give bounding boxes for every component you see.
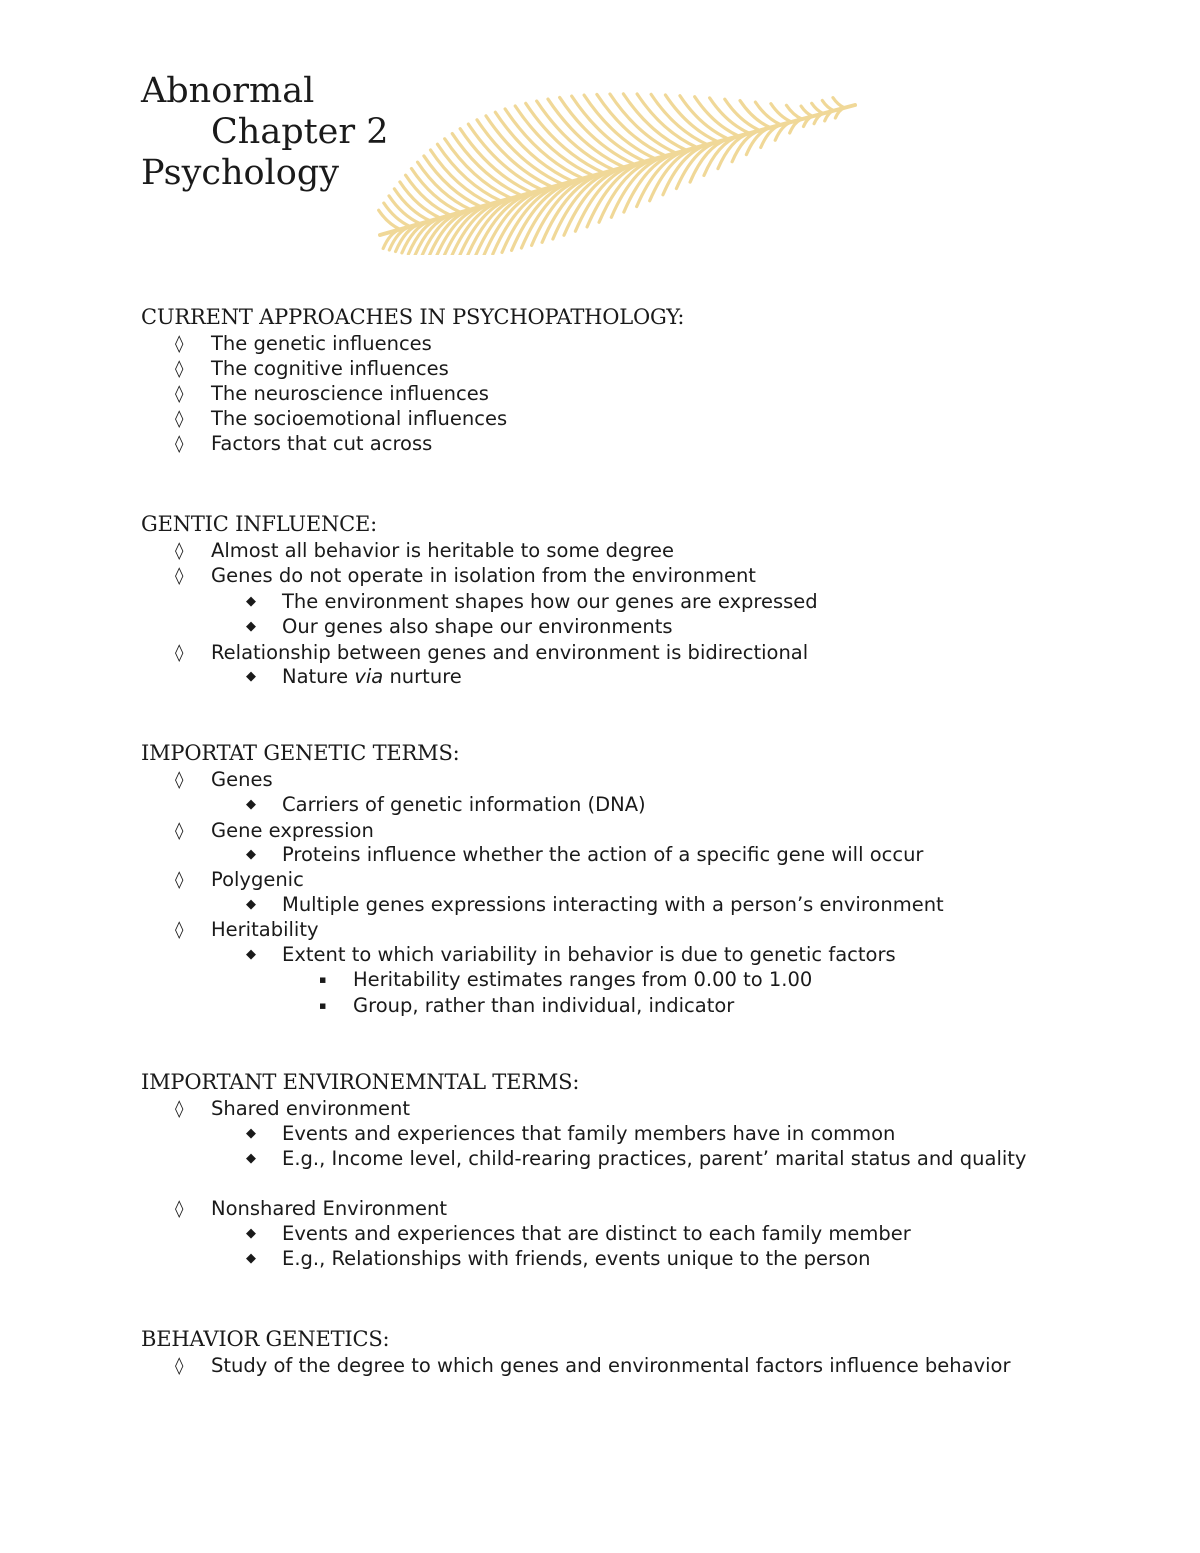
diamond-outline-bullet-icon: ◊	[175, 821, 184, 841]
diamond-outline-bullet-icon: ◊	[175, 1356, 184, 1376]
diamond-outline-bullet-icon: ◊	[175, 566, 184, 586]
feather-barb	[486, 116, 562, 184]
diamond-filled-bullet-icon: ◆	[246, 1151, 256, 1166]
feather-barb	[526, 103, 604, 173]
section-heading-approaches: CURRENT APPROACHES IN PSYCHOPATHOLOGY:	[141, 305, 685, 329]
feather-barb	[477, 120, 552, 187]
diamond-outline-bullet-icon: ◊	[175, 541, 184, 561]
feather-barb	[695, 97, 739, 136]
section-heading-genetic-terms: IMPORTAT GENETIC TERMS:	[141, 741, 460, 765]
document-page: Abnormal Chapter 2 Psychology CURRENT APPROACHES IN PSYCHOPATHOLOGY: ◊ The genetic influences ◊ The cognitive influences ◊ The neuroscience influences ◊ The socioemotional influences ◊ Factors that cut across GENTIC INFLUENCE: ◊ Almost all behavior is heritable to some degree ◊ Genes do not operate in isolation from the environment ◆ The environment shapes how our genes are expressed ◆ Our genes also shape our environments ◊ Relationship between genes and environment is bidirectional ◆ Nature via nurture IMPORTAT GENETIC TERMS: ◊ Genes ◆ Carriers of genetic information (DNA) ◊ Gene expression ◆ Proteins influence whether the action of a specific gene will occur ◊ Polygenic ◆ Multiple genes expressions interacting with a person’s environment ◊ Heritability ◆ Extent to which variability in behavior is due to genetic factors ▪ Heritability estimates ranges from 0.00 to 1.00 ▪ Group, rather than individual, indicator IMPORTANT ENVIRONEMNTAL TERMS: ◊ Shared environment ◆ Events and experiences that family members have in common ◆ E.g., Income level, child-rearing practices, parent’ marital status and quality ◊ Nonshared Environment ◆ Events and experiences that are distinct to each family member ◆ E.g., Relationships with friends, events unique to the person BEHAVIOR GENETICS: ◊ Study of the degree to which genes and environmental factors influence behavior	[0, 0, 1200, 1553]
feather-barb	[400, 182, 440, 218]
diamond-outline-bullet-icon: ◊	[175, 409, 184, 429]
feather-barb	[801, 106, 812, 116]
diamond-outline-bullet-icon: ◊	[175, 1099, 184, 1119]
diamond-outline-bullet-icon: ◊	[175, 359, 184, 379]
title-line-3: Psychology	[141, 153, 340, 193]
diamond-outline-bullet-icon: ◊	[175, 1199, 184, 1219]
diamond-outline-bullet-icon: ◊	[175, 434, 184, 454]
diamond-filled-bullet-icon: ◆	[246, 669, 256, 684]
feather-barb	[786, 105, 801, 119]
square-bullet-icon: ▪	[319, 999, 327, 1012]
diamond-filled-bullet-icon: ◆	[246, 797, 256, 812]
square-bullet-icon: ▪	[319, 973, 327, 986]
diamond-filled-bullet-icon: ◆	[246, 1251, 256, 1266]
feather-barb	[394, 189, 430, 221]
diamond-filled-bullet-icon: ◆	[246, 619, 256, 634]
diamond-filled-bullet-icon: ◆	[246, 1226, 256, 1241]
diamond-outline-bullet-icon: ◊	[175, 770, 184, 790]
title-line-1: Abnormal	[141, 71, 315, 111]
feather-barb	[833, 98, 844, 108]
feather-illustration	[360, 60, 870, 255]
section-heading-genetic-influence: GENTIC INFLUENCE:	[141, 512, 378, 536]
diamond-outline-bullet-icon: ◊	[175, 920, 184, 940]
feather-barb	[822, 100, 833, 110]
diamond-filled-bullet-icon: ◆	[246, 947, 256, 962]
diamond-outline-bullet-icon: ◊	[175, 384, 184, 404]
diamond-filled-bullet-icon: ◆	[246, 847, 256, 862]
title-line-2: Chapter 2	[211, 112, 389, 152]
emphasis-via: via	[354, 665, 384, 688]
diamond-outline-bullet-icon: ◊	[175, 643, 184, 663]
feather-barb	[812, 103, 823, 113]
diamond-outline-bullet-icon: ◊	[175, 334, 184, 354]
diamond-outline-bullet-icon: ◊	[175, 870, 184, 890]
diamond-filled-bullet-icon: ◆	[246, 897, 256, 912]
section-heading-behavior-genetics: BEHAVIOR GENETICS:	[141, 1327, 390, 1351]
section-heading-environmental-terms: IMPORTANT ENVIRONEMNTAL TERMS:	[141, 1070, 580, 1094]
diamond-filled-bullet-icon: ◆	[246, 1126, 256, 1141]
diamond-filled-bullet-icon: ◆	[246, 594, 256, 609]
feather-barb	[537, 101, 614, 170]
